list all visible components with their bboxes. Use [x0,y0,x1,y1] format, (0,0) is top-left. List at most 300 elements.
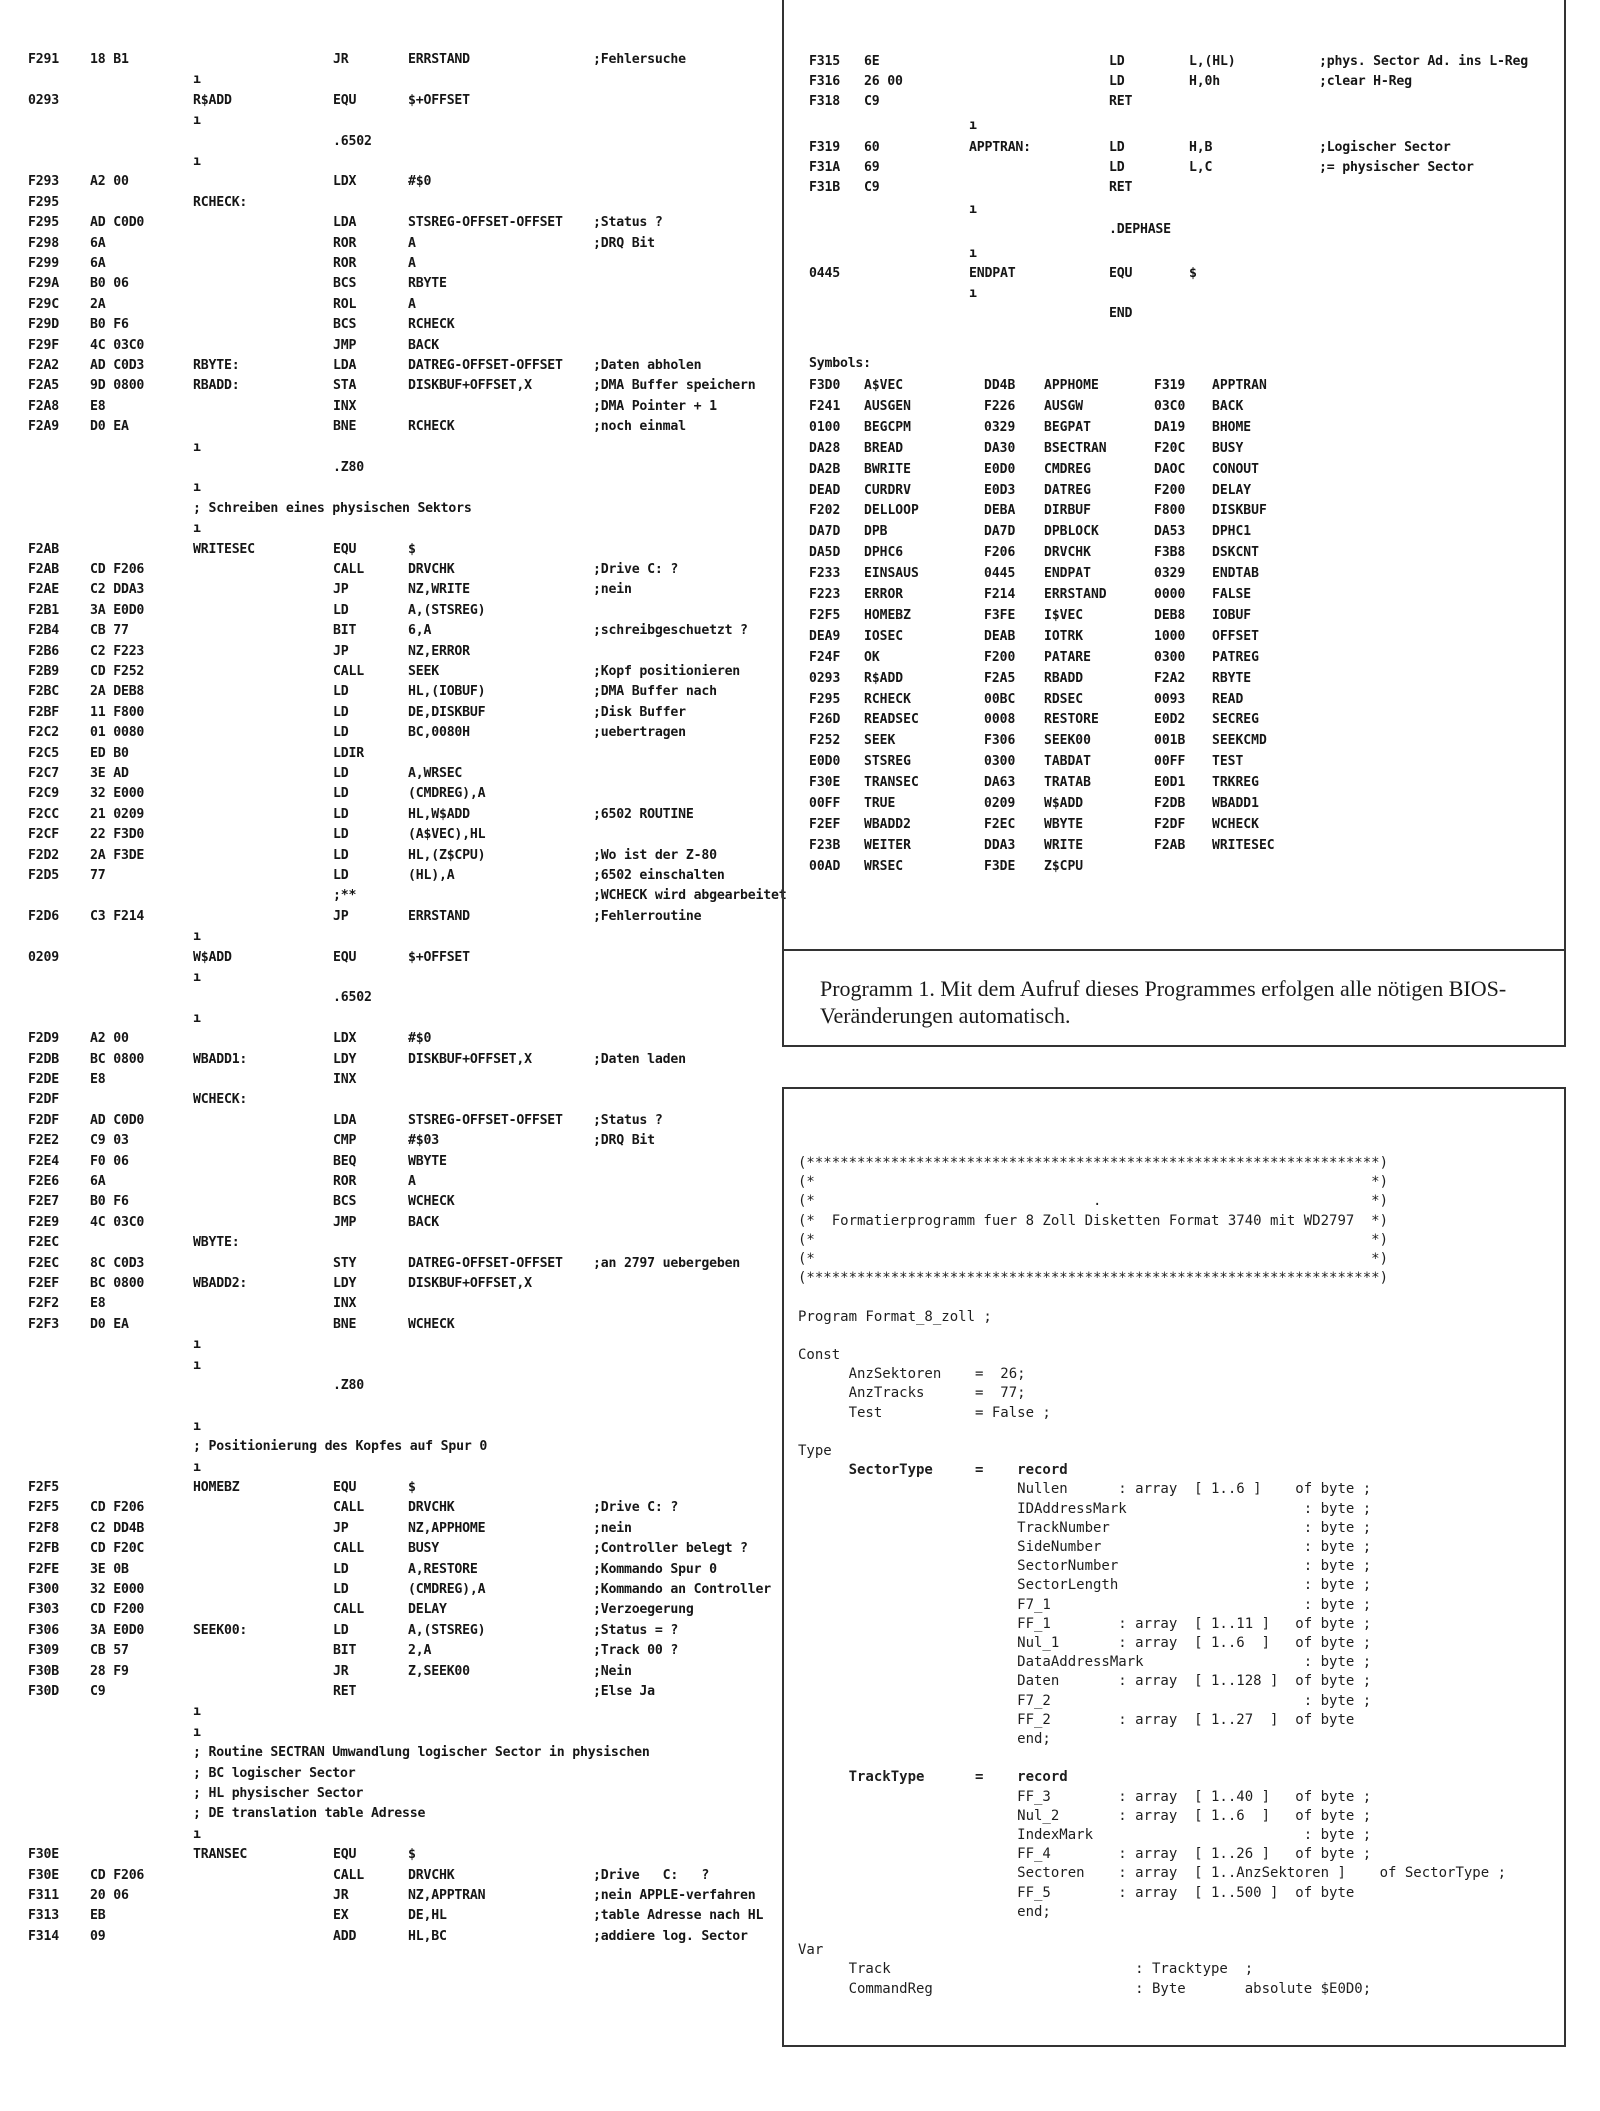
symbol-name: DELLOOP [864,503,919,519]
code-hex-code: F0 06 [90,1153,129,1169]
code-label: ı [193,1337,201,1353]
code-line [28,419,783,440]
code-address: F2FE [28,1561,59,1577]
code-operand: (CMDREG),A [408,786,486,802]
symbol-address: 00BC [984,691,1016,707]
code-address: F2E6 [28,1174,59,1189]
code-hex-code: 77 [90,868,106,883]
code-address: F303 [28,1602,59,1618]
symbol-address: F2EF [809,816,841,832]
code-line [28,1256,783,1277]
symbol-address: DA30 [984,440,1016,456]
symbol-row [784,566,1564,587]
symbol-name: I$VEC [1044,607,1084,623]
code-line [28,338,783,359]
symbol-name: ERRSTAND [1044,587,1107,602]
code-line [784,140,1564,161]
code-comment: ;DMA Buffer nach [593,684,717,700]
code-line [28,1847,783,1868]
symbol-name: IOSEC [864,628,904,644]
code-address: F295 [28,215,59,231]
code-opcode: LD [333,806,349,822]
code-comment: ;Daten laden [593,1051,686,1067]
code-hex-code: 2A [90,296,106,312]
symbol-address: F206 [984,545,1016,561]
code-hex-code: 4C 03C0 [90,1214,145,1230]
code-comment: ;Fehlersuche [593,52,686,67]
code-opcode: JMP [333,1214,357,1230]
code-opcode: EX [333,1908,349,1924]
code-line [28,1296,783,1317]
code-opcode: .DEPHASE [1109,222,1171,237]
code-operand: L,(HL) [1189,54,1236,69]
code-line [28,154,783,175]
code-opcode: JP [333,908,349,924]
code-comment: ;Verzoegerung [593,1602,694,1618]
symbol-address: DA19 [1154,419,1186,435]
symbol-address: 0329 [1154,566,1186,582]
symbol-name: PATREG [1212,649,1259,665]
code-operand: A,(STSREG) [408,602,486,618]
code-line [28,1317,783,1338]
symbol-address: F241 [809,398,841,414]
code-address: F2AB [28,541,59,557]
symbol-address: DA2B [809,461,841,477]
symbol-address: F202 [809,503,841,519]
symbol-name: PATARE [1044,649,1091,665]
code-label: ı [193,439,201,455]
code-hex-code: CD F206 [90,1867,145,1883]
code-operand: H,0h [1189,74,1220,89]
code-operand: RBYTE [408,276,447,292]
pascal-line: DataAddressMark : byte ; [798,1654,1372,1671]
code-hex-code: AD C0D3 [90,358,145,373]
code-line [28,1174,783,1195]
code-opcode: INX [333,1072,357,1087]
symbol-name: CMDREG [1044,461,1091,477]
symbol-address: DDA3 [984,837,1016,853]
pascal-line: (* *) [798,1231,1389,1248]
code-operand: DRVCHK [408,1500,455,1516]
symbol-name: OFFSET [1212,628,1259,644]
code-operand: DATREG-OFFSET-OFFSET [408,358,563,373]
code-line [28,236,783,257]
code-operand: #$0 [408,1031,432,1047]
symbol-name: FALSE [1212,587,1252,602]
code-operand: HL,(IOBUF) [408,684,486,700]
code-line [28,746,783,767]
pascal-line: Type [798,1443,832,1459]
code-label: TRANSEC [193,1847,248,1863]
code-line [28,460,783,481]
code-address: F2B6 [28,643,59,659]
code-opcode: LDA [333,215,357,231]
code-line [28,1725,783,1746]
code-comment: ;Logischer Sector [1319,140,1451,155]
symbol-row [784,671,1564,692]
symbol-name: STSREG [864,754,911,770]
pascal-line: Sectoren : array [ 1..AnzSektoren ] of SectorType ; [798,1865,1507,1882]
code-operand: L,C [1189,160,1213,175]
symbol-address: F226 [984,398,1016,414]
code-hex-code: CD F206 [90,1500,145,1516]
pascal-line: IDAddressMark : byte ; [798,1500,1372,1517]
code-opcode: BNE [333,419,357,435]
code-address: F2CF [28,827,59,843]
code-hex-code: C2 DD4B [90,1520,145,1536]
code-comment: ;Drive C: ? [593,562,679,577]
code-hex-code: 2A F3DE [90,847,145,863]
pascal-line: Nullen : array [ 1..6 ] of byte ; [798,1481,1372,1498]
pascal-program-box [782,1087,1566,2047]
symbol-name: BEGCPM [864,419,911,435]
code-address: F2DB [28,1051,59,1067]
code-line [28,868,783,889]
code-address: F2A9 [28,419,59,435]
code-operand: A [408,296,416,312]
code-address: F30E [28,1847,59,1863]
code-line [28,582,783,603]
code-label: WRITESEC [193,541,255,557]
symbol-name: DPHC6 [864,545,904,561]
code-hex-code: 01 0080 [90,725,145,741]
code-line [28,766,783,787]
code-hex-code: 4C 03C0 [90,337,145,353]
code-comment: ;DMA Buffer speichern [593,378,756,394]
code-opcode: JP [333,1520,349,1536]
code-hex-code: 69 [864,160,880,175]
pascal-line: SectorLength : byte ; [798,1577,1372,1594]
symbol-name: ERROR [864,587,904,602]
pascal-line: FF_3 : array [ 1..40 ] of byte ; [798,1788,1372,1805]
pascal-line: (********************************************************************) [798,1270,1389,1287]
code-opcode: BIT [333,623,357,639]
code-operand: BUSY [408,1541,439,1557]
code-address: F30E [28,1867,59,1883]
code-opcode: JR [333,52,349,67]
code-opcode: .6502 [333,990,372,1006]
symbol-row [784,692,1564,713]
code-opcode: EQU [333,1480,357,1495]
code-opcode: INX [333,398,357,414]
code-comment: ;DRQ Bit [593,235,655,251]
code-address: F2B1 [28,602,59,618]
symbol-name: R$ADD [864,670,904,686]
code-hex-code: 6A [90,1174,106,1189]
code-line [28,52,783,73]
code-label: ı [193,929,201,945]
symbol-row [784,545,1564,566]
symbol-name: SECREG [1212,712,1259,728]
symbol-address: F3B8 [1154,545,1186,561]
pascal-line [798,1328,1554,1347]
code-comment: ;Kommando an Controller [593,1582,772,1597]
code-operand: HL,BC [408,1928,447,1944]
code-address: F29C [28,296,59,312]
code-opcode: .Z80 [333,1378,364,1393]
code-operand: DRVCHK [408,1867,455,1883]
code-operand: A,RESTORE [408,1561,478,1577]
code-opcode: ROR [333,256,357,271]
pascal-line: (* *) [798,1251,1389,1267]
code-line [28,562,783,583]
code-opcode: BCS [333,1194,357,1210]
code-opcode: LD [333,684,349,700]
pascal-line: AnzTracks = 77; [798,1385,1026,1402]
symbol-address: 1000 [1154,628,1186,644]
code-opcode: ;** [333,888,357,904]
code-line [28,1133,783,1154]
code-line [784,160,1564,181]
pascal-line: FF_5 : array [ 1..500 ] of byte [798,1884,1355,1901]
symbol-name: Z$CPU [1044,858,1084,874]
code-opcode: STA [333,378,357,394]
symbol-address: 0300 [1154,649,1186,665]
code-label: ; Positionierung des Kopfes auf Spur 0 [193,1439,488,1455]
code-label: ı [193,1459,201,1475]
code-opcode: LD [333,786,349,802]
code-opcode: BCS [333,317,357,333]
code-operand: #$0 [408,174,432,190]
code-hex-code: 20 06 [90,1888,129,1903]
symbol-address: DD4B [984,378,1016,393]
code-line [28,1868,783,1889]
symbol-name: RBADD [1044,670,1084,686]
symbol-address: DEBA [984,503,1016,519]
symbol-address: F2AB [1154,837,1186,853]
code-comment: ;nein APPLE-verfahren [593,1888,756,1903]
symbol-name: WEITER [864,837,911,853]
code-comment: ;Controller belegt ? [593,1541,748,1557]
code-operand: $ [1189,266,1197,281]
code-line [28,521,783,542]
code-hex-code: AD C0D0 [90,215,145,231]
code-hex-code: ED B0 [90,745,129,761]
code-line [28,1052,783,1073]
code-hex-code: 3A E0D0 [90,1622,145,1638]
symbol-address: 0100 [809,419,841,435]
code-label: WCHECK: [193,1092,248,1108]
code-label: ı [193,970,201,985]
code-hex-code: 09 [90,1928,106,1944]
code-hex-code: 26 00 [864,74,903,89]
code-label: ı [193,1704,201,1720]
pascal-line: FF_4 : array [ 1..26 ] of byte ; [798,1846,1372,1863]
code-label: ı [193,1357,201,1373]
code-line [28,358,783,379]
pascal-line: FF_1 : array [ 1..11 ] of byte ; [798,1615,1372,1632]
symbol-name: APPHOME [1044,378,1099,393]
code-line [28,297,783,318]
code-hex-code: BC 0800 [90,1276,145,1291]
symbol-name: ENDTAB [1212,566,1259,582]
code-label: ; Schreiben eines physischen Sektors [193,500,472,516]
symbol-name: TRKREG [1212,775,1259,791]
symbol-address: DA5D [809,545,841,561]
code-opcode: BEQ [333,1153,357,1169]
code-address: F2CC [28,806,59,822]
code-address: F30B [28,1663,59,1679]
code-label: ı [193,1826,201,1842]
symbol-row [784,462,1564,483]
code-line [28,1806,783,1827]
code-operand: STSREG-OFFSET-OFFSET [408,1112,563,1128]
code-line [28,1378,783,1399]
pascal-line [798,1424,1554,1443]
code-opcode: LD [333,847,349,863]
code-operand: WCHECK [408,1316,455,1332]
symbol-name: BWRITE [864,461,911,477]
symbol-name: DATREG [1044,482,1091,498]
code-comment: ;WCHECK wird abgearbeitet [593,888,787,904]
symbol-name: READ [1212,691,1244,707]
code-comment: ;phys. Sector Ad. ins L-Reg [1319,54,1528,69]
pascal-line [798,1750,1554,1769]
code-comment: ;addiere log. Sector [593,1928,748,1944]
code-operand: ERRSTAND [408,908,470,924]
symbol-name: WRITE [1044,837,1084,853]
code-hex-code: B0 F6 [90,317,129,333]
code-comment: ;nein [593,582,632,598]
symbol-row [784,817,1564,838]
code-hex-code: 32 E000 [90,786,145,802]
code-hex-code: 60 [864,140,880,155]
code-label: R$ADD [193,92,232,108]
code-comment: ;6502 ROUTINE [593,806,694,822]
code-address: F2D6 [28,908,59,924]
code-comment: ;DRQ Bit [593,1133,655,1149]
symbol-name: DSKCNT [1212,545,1259,561]
symbol-name: BSECTRAN [1044,440,1107,456]
symbol-address: 00FF [1154,754,1186,770]
code-line [28,705,783,726]
code-address: F2F3 [28,1316,59,1332]
symbol-address: E0D1 [1154,775,1186,791]
pascal-line: (* . *) [798,1193,1389,1210]
code-hex-code: C9 [90,1684,106,1699]
code-address: 0445 [809,266,840,281]
left-assembly-listing [28,52,787,2012]
symbol-address: F2DF [1154,816,1186,832]
code-label: APPTRAN: [969,140,1031,155]
code-address: F314 [28,1928,59,1944]
code-address: F2A8 [28,398,59,414]
symbol-name: EINSAUS [864,566,919,582]
symbol-name: WBYTE [1044,816,1084,832]
code-label: ; Routine SECTRAN Umwandlung logischer Sector in physischen [193,1745,650,1761]
code-opcode: .6502 [333,133,372,149]
symbol-row [784,629,1564,650]
code-opcode: JR [333,1663,349,1679]
code-line [28,276,783,297]
code-line [28,664,783,685]
code-hex-code: 21 0209 [90,806,145,822]
code-line [28,1480,783,1501]
code-hex-code: A2 00 [90,1031,129,1047]
code-line [28,1419,783,1440]
code-line [28,215,783,236]
symbol-address: 0293 [809,670,841,686]
code-opcode: BNE [333,1316,357,1332]
symbol-address: DA7D [809,524,841,540]
code-operand: (HL),A [408,868,455,883]
symbol-address: DA7D [984,524,1016,540]
code-operand: A,WRSEC [408,766,463,781]
code-hex-code: 3E 0B [90,1561,129,1577]
pascal-line: CommandReg : Byte absolute $E0D0; [798,1980,1372,1997]
symbol-name: AUSGEN [864,398,911,414]
code-comment: ;6502 einschalten [593,868,725,883]
code-opcode: RET [1109,94,1133,109]
code-hex-code: C3 F214 [90,908,145,924]
code-opcode: LD [333,827,349,843]
symbol-row [784,859,1564,880]
symbol-name: OK [864,649,880,665]
code-operand: (CMDREG),A [408,1582,486,1597]
code-hex-code: 8C C0D3 [90,1255,145,1271]
symbol-name: APPTRAN [1212,378,1267,393]
code-address: F300 [28,1582,59,1597]
symbol-address: F3D0 [809,378,841,393]
symbol-address: F214 [984,587,1016,602]
code-comment: ;nein [593,1520,632,1536]
code-line [28,990,783,1011]
symbol-name: RBYTE [1212,670,1252,686]
code-opcode: LD [333,704,349,720]
code-hex-code: EB [90,1908,106,1924]
code-operand: RCHECK [408,419,455,435]
code-opcode: LDX [333,174,357,190]
code-line [28,623,783,644]
code-label: ı [193,521,201,537]
symbol-address: F2A5 [984,670,1016,686]
code-hex-code: 6A [90,256,106,271]
code-operand: A [408,1174,416,1189]
symbol-address: 001B [1154,733,1186,749]
code-operand: $ [408,1847,416,1863]
code-line [28,1704,783,1725]
code-address: F2C9 [28,786,59,802]
code-hex-code: 3A E0D0 [90,602,145,618]
code-line [784,180,1564,201]
code-address: F2B4 [28,623,59,639]
symbol-name: DPBLOCK [1044,524,1099,540]
code-opcode: ADD [333,1928,357,1944]
code-label: WBADD2: [193,1276,248,1291]
symbol-name: SEEK [864,733,896,749]
symbol-name: WCHECK [1212,816,1259,832]
symbol-address: DA28 [809,440,841,456]
code-opcode: LD [1109,54,1125,69]
code-line [28,440,783,461]
code-address: F31A [809,160,840,175]
symbol-address: 00AD [809,858,841,874]
program-caption [784,949,1564,1045]
code-line [28,1582,783,1603]
pascal-line: Nul_2 : array [ 1..6 ] of byte ; [798,1807,1372,1824]
code-address: F29A [28,276,59,292]
code-line [28,542,783,563]
symbol-name: SEEKCMD [1212,733,1267,749]
code-address: F2E2 [28,1133,59,1149]
code-address: F311 [28,1888,59,1903]
code-hex-code: C2 DDA3 [90,582,145,598]
code-line [28,1664,783,1685]
code-operand: $ [408,1480,416,1495]
code-opcode: CALL [333,1867,364,1883]
symbol-address: F2A2 [1154,670,1186,686]
code-line [28,1786,783,1807]
